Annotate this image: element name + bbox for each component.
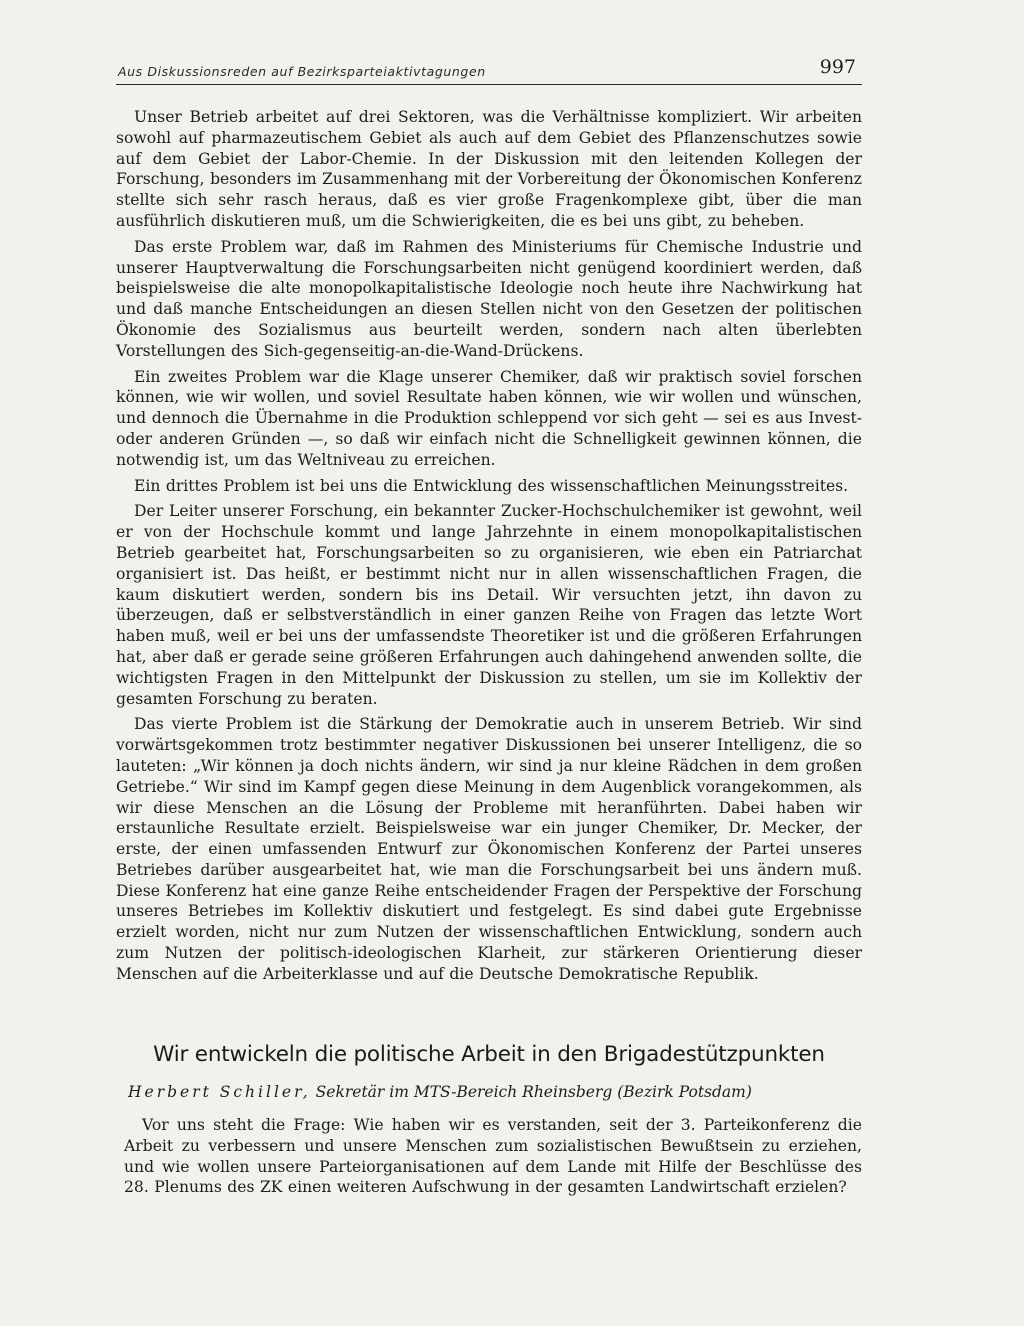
paragraph: Vor uns steht die Frage: Wie haben wir es verstanden, seit der 3. Parteikonferenz die Arbeit zu verbessern und unsere Menschen zum sozialistischen Bewußtsein zu erziehen, und wie wollen unsere Parteiorganisationen auf dem Lande mit Hilfe der Beschlüsse des 28. Plenums des ZK einen weiteren Aufschwung in der gesamten Landwirtschaft erzielen? bbox=[124, 1116, 862, 1197]
paragraph: Ein drittes Problem ist bei uns die Entwicklung des wissenschaftlichen Meinungsstreites. bbox=[134, 476, 849, 495]
paragraph: Ein zweites Problem war die Klage unserer Chemiker, daß wir praktisch soviel forschen können, wie wir wollen, und soviel Resultate haben können, wie wir wollen und wünschen, und dennoch die Übernahme in die Produktion schleppend vor sich geht — sei es aus Invest- oder anderen Gründen —, so daß wir einfach nicht die Schnelligkeit gewinnen können, die notwendig ist, um das Weltniveau zu erreichen. bbox=[116, 367, 862, 469]
article-body bbox=[116, 107, 862, 990]
paragraph: Unser Betrieb arbeitet auf drei Sektoren, was die Verhältnisse kompliziert. Wir arbeiten sowohl auf pharmazeutischem Gebiet als auch auf dem Gebiet des Pflanzenschutzes sowie auf dem Gebiet der Labor-Chemie. In der Diskussion mit den leitenden Kollegen der Forschung, besonders im Zusammenhang mit der Vorbereitung der Ökonomischen Konferenz stellte sich sehr rasch heraus, daß es vier große Fragenkomplexe gibt, über die man ausführlich diskutieren muß, um die Schwierigkeiten, die es bei uns gibt, zu beheben. bbox=[116, 108, 862, 230]
author-byline bbox=[128, 1083, 868, 1101]
page-number: 997 bbox=[819, 56, 856, 78]
paragraph: Das erste Problem war, daß im Rahmen des Ministeriums für Chemische Industrie und unserer Hauptverwaltung die Forschungsarbeiten nicht genügend koordiniert werden, daß beispielsweise die alte monopolkapitalistische Ideologie noch heute ihre Nachwirkung hat und daß manche Entscheidungen an diesen Stellen nicht von den Gesetzen der politischen Ökonomie des Sozialismus aus beurteilt werden, sondern nach alten überlebten Vorstellungen des Sich-gegenseitig-an-die-Wand-Drückens. bbox=[116, 237, 862, 360]
running-title: Aus Diskussionsreden auf Bezirksparteiaktivtagungen bbox=[118, 64, 486, 79]
paragraph: Der Leiter unserer Forschung, ein bekannter Zucker-Hochschulchemiker ist gewohnt, weil er von der Hochschule kommt und lange Jahrzehnte in einem monopolkapitalistischen Betrieb gearbeitet hat, Forschungsarbeiten so zu organisieren, wie eben ein Patriarchat organisiert ist. Das heißt, er bestimmt nicht nur in allen wissenschaftlichen Fragen, die kaum diskutiert werden, sondern bis ins Detail. Wir versuchten jetzt, ihn davon zu überzeugen, daß er selbstverständlich in einer ganzen Reihe von Fragen das letzte Wort haben muß, weil er bei uns der umfassendste Theoretiker ist und die größeren Erfahrungen hat, aber daß er gerade seine größeren Erfahrungen auch dahingehend anwenden sollte, die wichtigsten Fragen in den Mittelpunkt der Diskussion zu stellen, um sie im Kollektiv der gesamten Forschung zu beraten. bbox=[116, 502, 862, 708]
author-name: Herbert Schiller, bbox=[128, 1083, 311, 1101]
section-body bbox=[124, 1115, 862, 1203]
running-header bbox=[116, 56, 862, 85]
author-role: Sekretär im MTS-Bereich Rheinsberg (Bezirk Potsdam) bbox=[315, 1083, 752, 1101]
paragraph: Das vierte Problem ist die Stärkung der Demokratie auch in unserem Betrieb. Wir sind vorwärtsgekommen trotz bestimmter negativer Diskussionen bei unserer Intelligenz, die so lauteten: „Wir können ja doch nichts ändern, wir sind ja nur kleine Rädchen in dem großen Getriebe.“ Wir sind im Kampf gegen diese Meinung in dem Augenblick vorangekommen, als wir diese Menschen an die Lösung der Probleme mit heranführten. Dabei haben wir erstaunliche Resultate erzielt. Beispielsweise war ein junger Chemiker, Dr. Mecker, der erste, der einen umfassenden Entwurf zur Ökonomischen Konferenz der Partei unseres Betriebes darüber ausgearbeitet hat, wie man die Forschungsarbeit bei uns ändern muß. Diese Konferenz hat eine ganze Reihe entscheidender Fragen der Perspektive der Forschung unseres Betriebes im Kollektiv diskutiert und festgelegt. Es sind dabei gute Ergebnisse erzielt worden, nicht nur zum Nutzen der wissenschaftlichen Entwicklung, sondern auch zum Nutzen der politisch-ideologischen Klarheit, zur stärkeren Orientierung dieser Menschen auf die Arbeiterklasse und auf die Deutsche Demokratische Republik. bbox=[116, 715, 862, 983]
section-heading: Wir entwickeln die politische Arbeit in den Brigadestützpunkten bbox=[153, 1042, 825, 1067]
